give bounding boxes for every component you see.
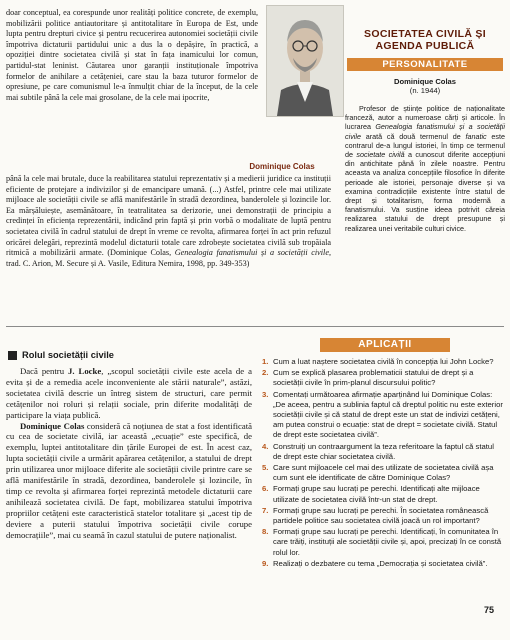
page-number: 75 [484, 605, 495, 615]
personalitate-banner: PERSONALITATE [347, 58, 503, 71]
aplicatie-text: Care sunt mijloacele cel mai des utilizate de societatea civilă așa cum sunt ele identificate de către Dominique Colas? [273, 463, 494, 483]
aplicatie-number: 7. [262, 505, 269, 515]
section-title-line1: SOCIETATEA CIVILĂ ȘI [364, 28, 486, 40]
bio-term1: fanatic [465, 131, 487, 141]
bio-book: Genealogia fanatismului și a societății civile [345, 122, 505, 141]
quote-text-part2: , trad. C. Arion, M. Secure și A. Vasile, Editura Nemira, 1998, pp. 349-353) [6, 248, 331, 268]
aplicatie-text: Formați grupe sau lucrați pe perechi. Identificați alte mijloace utilizate de societatea civilă într-un stat de drept. [273, 484, 480, 504]
aplicatie-number: 6. [262, 484, 269, 494]
section-title [345, 28, 505, 52]
author-portrait [266, 5, 344, 117]
rol-p1-part2: , „scopul societății civile este acela de a evita și de a remedia acele inconveniente ale stării naturale”, astăzi, societatea civilă descrie un întreg sistem de structuri, care permit cetățenilor noi roluri și relații sociale, prin diferite modalități de participare la viața publică. [6, 366, 252, 420]
aplicatie-item [262, 463, 504, 483]
aplicatie-item [262, 484, 504, 504]
top-quote-paragraph [6, 8, 258, 103]
aplicatie-text: Construiți un contraargument la teza referitoare la faptul că statul de drept este chiar societatea civilă. [273, 441, 494, 461]
aplicatie-text: Formați grupe sau lucrați pe perechi. Identificați, în comunitatea în care trăiți, instituții ale societății civile și, apoi, precizați în ce constă rolul lor. [273, 527, 502, 557]
square-bullet-icon [8, 351, 17, 360]
aplicatie-item [262, 506, 504, 526]
aplicatie-item [262, 527, 504, 558]
aplicatie-item [262, 559, 504, 569]
portrait-caption: Dominique Colas [249, 162, 315, 171]
aplicatii-list [262, 357, 504, 570]
person-bio [345, 104, 505, 233]
bio-term2: societate civilă [356, 150, 405, 160]
rol-p1-part1: Dacă pentru [20, 366, 69, 376]
aplicatie-text: Formați grupe sau lucrați pe perechi. În societatea românească partidele politice sau societatea civilă joacă un rol important? [273, 505, 489, 526]
rol-p2-name: Dominique Colas [20, 420, 85, 431]
aplicatie-text: Cum se explică plasarea problematicii statului de drept și a societății civile în prim-planul discursului politic? [273, 368, 474, 388]
aplicatie-number: 1. [262, 357, 269, 366]
bio-part4: a cunoscut diferite accepțiuni din antichitate până în zilele noastre. Pentru aceasta va analiza concepțiile filosofice în diferite perioade ale istoriei, personaje diverse și va examina contradicțiile existente între statul de drept și totalitarism, forma modernă a fanatismului. Va susține ideea potrivit căreia realizarea statului de drept presupune și realizarea unei veritabile culturi civice. [345, 150, 505, 233]
bio-part1: Profesor de științe politice de naționalitate franceză, autor a numeroase cărți și articole. În lucrarea [345, 104, 505, 132]
quote-continuation-text [6, 174, 331, 269]
bio-part2: arată că două termenul de [360, 131, 466, 141]
aplicatie-text: Realizați o dezbatere cu tema „Democrația și societatea civilă”. [273, 558, 488, 568]
rol-paragraph-2 [6, 421, 252, 541]
quote-text-part1: până la cele mai brutale, duce la reabilitarea statului reprezentativ și a medierii juridice ca instituții eficiente de protejare a indivizilor și de emancipare umană. (...) Astfel, printre cele mai utilizate mijloace ale societății civile se află manifestările în stradă dezordinea, banderolele și lozincile lor. Ea mărșăluiește, asemănătoare, în teatralitatea sa derizorie, unei demonstrații de principiu a credinței în eficiența reprezentării, indicând prin faptă și prin vorbă o modalitate de luptă pentru societatea civilă în cadrul statului de drept în vreme ce revolta, afirmarea forței în act prin refuzul oricărei delegări, reprezintă modelul dictaturii totale care zdrobește societatea civilă sub tropăiala ritmică a mobilizării armate. (Dominique Colas, [6, 174, 331, 258]
rol-p2-text: consideră că noțiunea de stat a fost identificată cu cea de societate civilă, iar această „ecuație” este specifică, de exemplu, luptei antitotalitare din țările Europei de est. În acest caz, lupta societății civile a urmărit apărarea cetățenilor, a statului de drept prin utilizarea unor mijloace diferite ale societății civile printre care se află manifestările în stradă, dezordinea, banderolele și lozincile, în timp ce revolta și afirmarea forței reprezintă metodele dictaturii care anihilează societatea civilă. De fapt, mobilizarea statului împotriva propriilor cetățeni este caracteristică statelor totalitare și „acest tip de deviere a puterii statului împotriva societății civile corupe democrațiile”, mai cu seamă în cazul statului de putere naționalist. [6, 420, 252, 540]
portrait-photo-icon [267, 6, 343, 116]
aplicatie-item [262, 442, 504, 462]
aplicatie-item [262, 390, 504, 441]
aplicatie-text: Cum a luat naștere societatea civilă în concepția lui John Locke? [273, 357, 494, 366]
aplicatie-number: 8. [262, 527, 269, 537]
quote-continuation [6, 174, 331, 269]
sidebar [345, 28, 505, 233]
aplicatie-number: 5. [262, 463, 269, 473]
aplicatie-item [262, 357, 504, 367]
aplicatie-number: 3. [262, 389, 269, 399]
rol-p1-name: J. Locke [68, 366, 102, 376]
section-title-line2: AGENDA PUBLICĂ [375, 40, 475, 52]
aplicatii-banner: APLICAȚII [320, 338, 450, 352]
aplicatie-number: 4. [262, 441, 269, 451]
aplicatie-number: 9. [262, 558, 269, 568]
rol-paragraph-1 [6, 366, 252, 421]
top-quote-text: doar conceptual, ea corespunde unor realități politice concrete, de exemplu, mobilizării politice antiautoritare și antitotalitare în Europa de Est, unde lupta pentru drepturi civice și pentru recucerirea autonomiei societății civile împotriva dictaturii partidului unic a dus la o depășire, în practică, a opoziției dintre societatea civilă și stat în fața inamicului lor comun, partidul-stat leninist. Căutarea unor garanții instituționale împotriva formelor de anihilare a cetățeniei, care stau la baza tuturor formelor de opresiune, pe care comunismul le-a înmulțit chiar de la început, de la cele mai subtile până la cele mai grosolane, de la cele mai ipocrite, [6, 8, 258, 102]
aplicatie-text: Comentați următoarea afirmație aparținând lui Dominique Colas: „De aceea, pentru a sublinia faptul că dreptul politic nu este exterior societății civile și că statul de drept este un stat de indivizi cetățeni, am putea construi o ecuație: stat de drept = societate civilă. Statul de drept este societatea civilă”. [273, 389, 503, 440]
person-years: (n. 1944) [409, 86, 441, 95]
person-name: Dominique Colas [393, 77, 457, 86]
aplicatie-number: 2. [262, 368, 269, 378]
rol-section-title: Rolul societății civile [22, 350, 114, 360]
bio-part3: este contrarul de-a lungul istoriei, în timp ce termenul de [345, 131, 505, 160]
rol-section-body [6, 366, 252, 541]
aplicatie-item [262, 368, 504, 388]
section-divider [6, 326, 504, 327]
quote-source-title: Genealogia fanatismului și a societății civile [174, 248, 329, 258]
